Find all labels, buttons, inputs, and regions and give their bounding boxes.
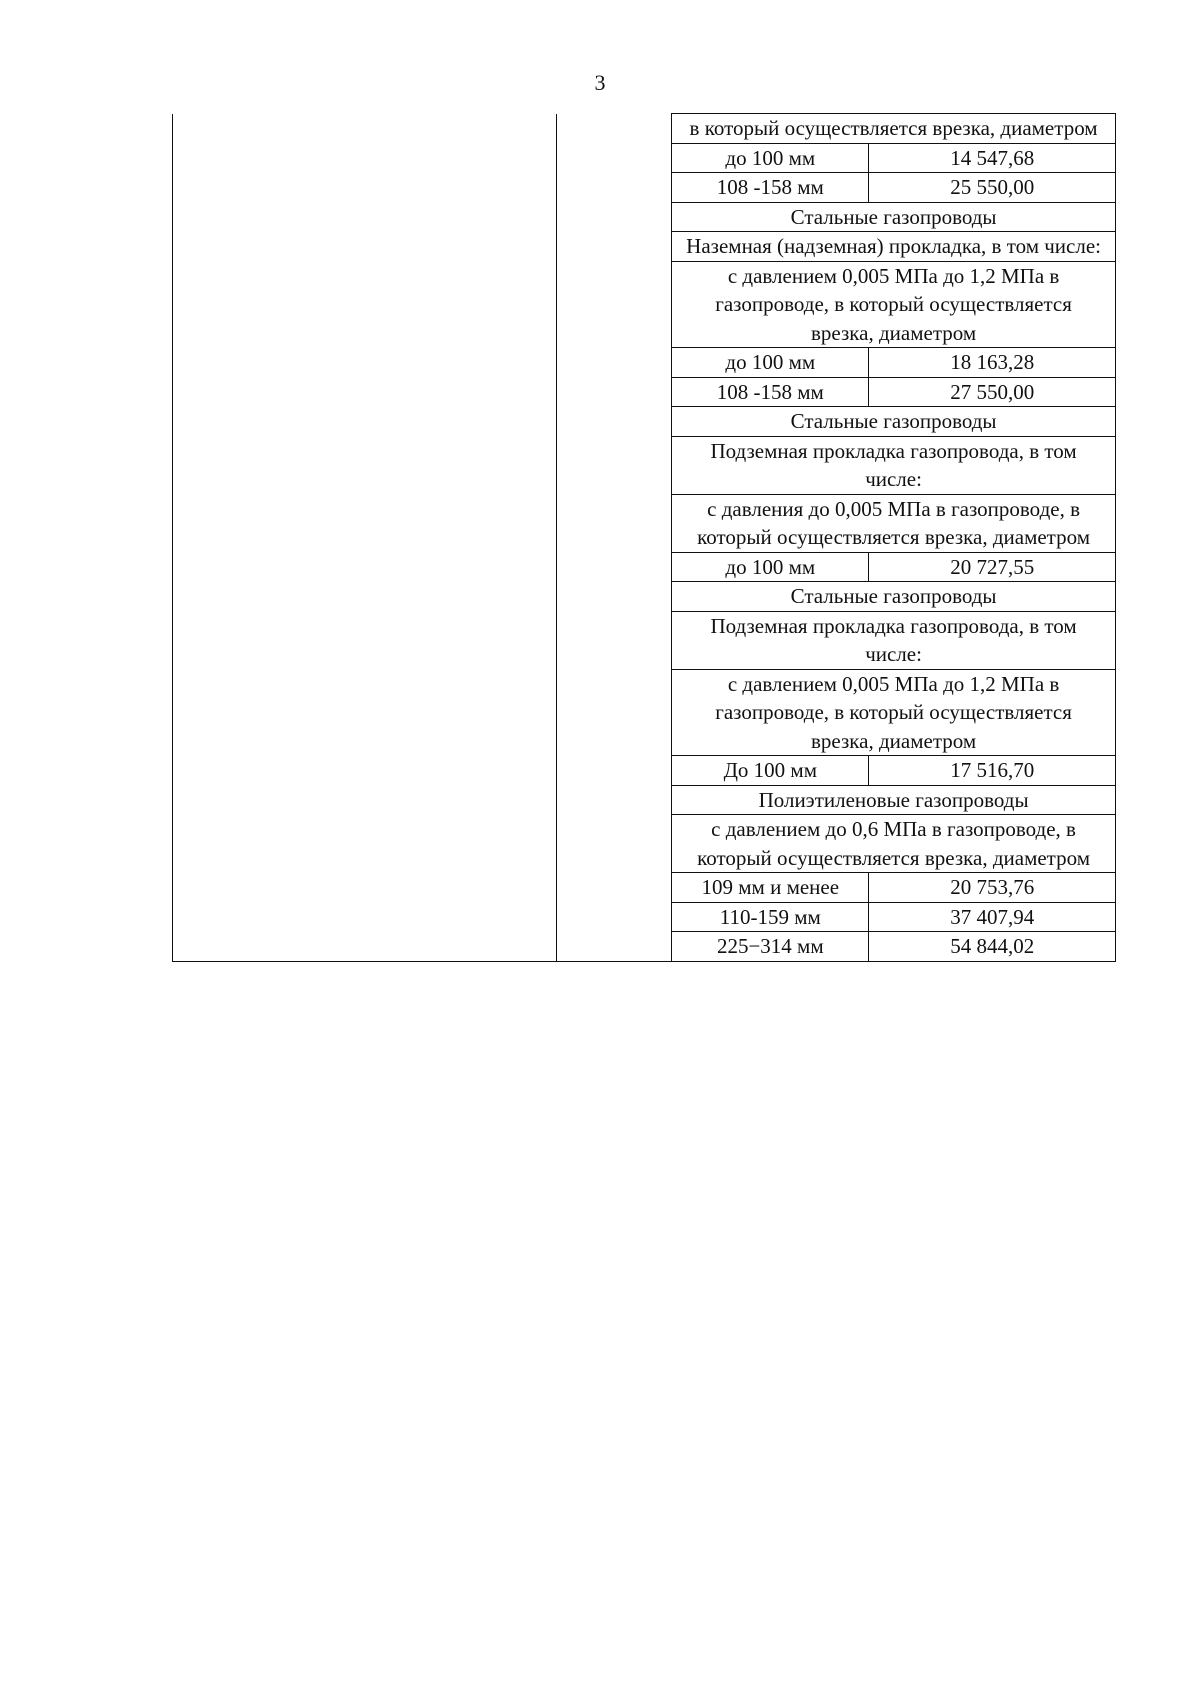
- tariff-table: [172, 113, 1116, 962]
- section-header-cell: Подземная прокладка газопровода, в том числе:: [672, 436, 1116, 494]
- price-value-cell: 14 547,68: [869, 143, 1116, 173]
- diameter-label-cell: до 100 мм: [672, 143, 869, 173]
- section-header-cell: Полиэтиленовые газопроводы: [672, 785, 1116, 815]
- price-value-cell: 17 516,70: [869, 756, 1116, 786]
- price-value-cell: 18 163,28: [869, 348, 1116, 378]
- section-header-cell: с давлением 0,005 МПа до 1,2 МПа в газопроводе, в который осуществляется врезка, диаметром: [672, 669, 1116, 756]
- price-value-cell: 20 753,76: [869, 873, 1116, 903]
- table-row: [173, 114, 1116, 144]
- diameter-label-cell: 108 -158 мм: [672, 173, 869, 203]
- price-value-cell: 37 407,94: [869, 902, 1116, 932]
- diameter-label-cell: До 100 мм: [672, 756, 869, 786]
- price-value-cell: 25 550,00: [869, 173, 1116, 203]
- diameter-label-cell: 108 -158 мм: [672, 377, 869, 407]
- diameter-label-cell: 225−314 мм: [672, 932, 869, 962]
- section-header-cell: в который осуществляется врезка, диаметром: [672, 114, 1116, 144]
- diameter-label-cell: до 100 мм: [672, 348, 869, 378]
- empty-column-cell: [173, 114, 557, 962]
- section-header-cell: с давлением 0,005 МПа до 1,2 МПа в газопроводе, в который осуществляется врезка, диаметром: [672, 261, 1116, 348]
- diameter-label-cell: 110-159 мм: [672, 902, 869, 932]
- section-header-cell: с давлением до 0,6 МПа в газопроводе, в который осуществляется врезка, диаметром: [672, 815, 1116, 873]
- price-value-cell: 27 550,00: [869, 377, 1116, 407]
- price-value-cell: 54 844,02: [869, 932, 1116, 962]
- section-header-cell: Наземная (надземная) прокладка, в том числе:: [672, 232, 1116, 262]
- page-number: 3: [594, 70, 606, 95]
- price-value-cell: 20 727,55: [869, 552, 1116, 582]
- section-header-cell: Подземная прокладка газопровода, в том числе:: [672, 611, 1116, 669]
- empty-column-cell: [557, 114, 672, 962]
- section-header-cell: Стальные газопроводы: [672, 202, 1116, 232]
- section-header-cell: с давления до 0,005 МПа в газопроводе, в который осуществляется врезка, диаметром: [672, 494, 1116, 552]
- diameter-label-cell: до 100 мм: [672, 552, 869, 582]
- diameter-label-cell: 109 мм и менее: [672, 873, 869, 903]
- tariff-table-body: [173, 114, 1116, 962]
- section-header-cell: Стальные газопроводы: [672, 407, 1116, 437]
- section-header-cell: Стальные газопроводы: [672, 582, 1116, 612]
